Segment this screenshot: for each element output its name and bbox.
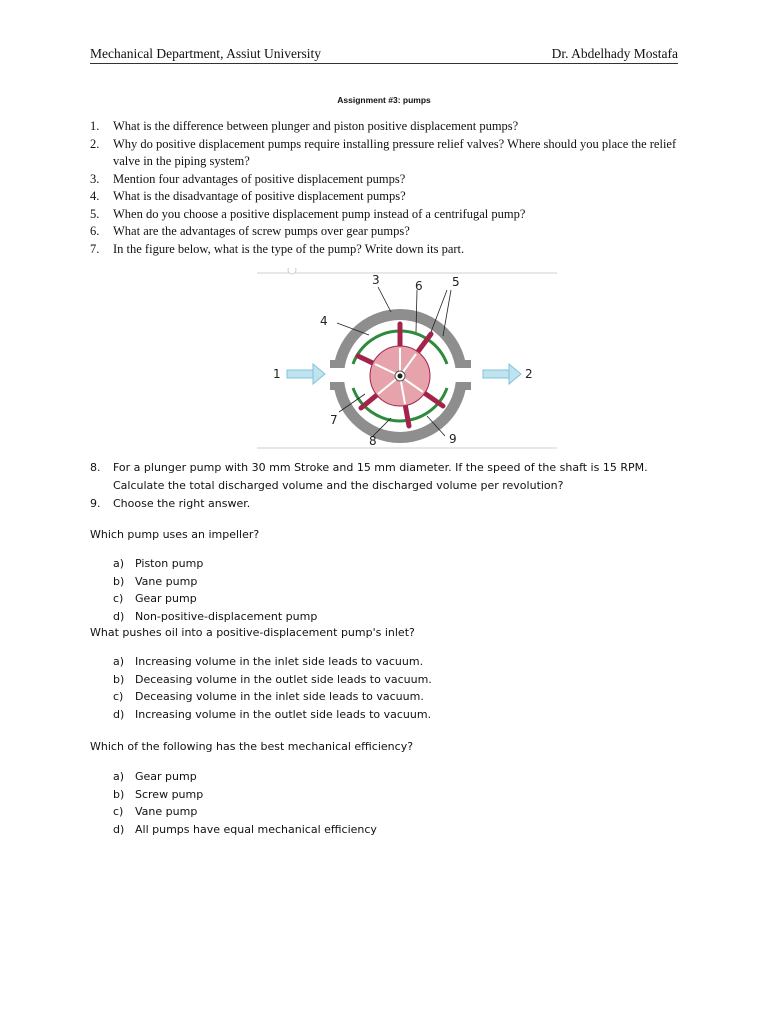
question-text: Mention four advantages of positive displacement pumps? (113, 171, 406, 186)
mcq-option (90, 821, 690, 839)
option-text: Increasing volume in the outlet side leads to vacuum. (135, 707, 432, 721)
question-item (90, 495, 690, 513)
option-label: b) (113, 787, 125, 801)
question-item (90, 188, 690, 206)
mcq-option (90, 803, 690, 821)
question-item (90, 459, 690, 495)
mcq-option (90, 608, 690, 626)
shaft-center (398, 374, 403, 379)
mcq-options (90, 555, 690, 625)
question-text: Why do positive displacement pumps require installing pressure relief valves? Where should you place the relief valve in the piping system? (113, 136, 677, 168)
question-item (90, 206, 690, 224)
option-label: b) (113, 672, 125, 686)
question-text: What is the disadvantage of positive displacement pumps? (113, 189, 406, 203)
question-number: 1. (90, 119, 100, 133)
mcq-efficiency (90, 739, 690, 838)
question-text: In the figure below, what is the type of the pump? Write down its part. (113, 241, 465, 256)
option-text: Deceasing volume in the outlet side leads to vacuum. (135, 672, 432, 686)
question-list-2 (90, 459, 690, 513)
inlet-arrow (287, 364, 325, 384)
mcq-options (90, 768, 690, 838)
option-text: Gear pump (135, 592, 197, 605)
question-text: Choose the right answer. (113, 497, 251, 510)
option-text: Vane pump (135, 574, 198, 588)
part-label-5: 5 (452, 275, 460, 289)
question-list (90, 118, 690, 258)
mcq-option (90, 590, 690, 608)
option-label: c) (113, 690, 124, 703)
question-number: 5. (90, 206, 100, 221)
option-label: d) (113, 707, 125, 721)
part-label-1: 1 (273, 367, 281, 381)
part-label-2: 2 (525, 367, 533, 381)
question-number: 6. (90, 224, 100, 238)
question-item (90, 241, 690, 259)
option-text: Vane pump (135, 805, 198, 818)
question-text: When do you choose a positive displacement pump instead of a centrifugal pump? (113, 206, 526, 221)
outlet-arrow (483, 364, 521, 384)
question-item (90, 118, 690, 136)
option-label: d) (113, 609, 125, 623)
option-label: c) (113, 592, 124, 605)
part-label-7: 7 (330, 413, 338, 427)
option-text: Piston pump (135, 557, 204, 570)
mcq-question: Which pump uses an impeller? (90, 528, 260, 541)
question-item (90, 223, 690, 241)
option-text: Gear pump (135, 770, 197, 783)
mcq-option (90, 573, 690, 591)
option-text: Increasing volume in the inlet side leads to vacuum. (135, 655, 424, 668)
question-number: 3. (90, 171, 100, 186)
option-text: Screw pump (135, 787, 204, 801)
part-label-3: 3 (372, 273, 380, 287)
mcq-option (90, 671, 690, 689)
vane-pump-figure (257, 268, 557, 450)
mcq-options (90, 653, 690, 723)
option-text: Non-positive-displacement pump (135, 609, 318, 623)
part-label-8: 8 (369, 434, 377, 448)
mcq-question: Which of the following has the best mechanical efficiency? (90, 740, 414, 753)
option-label: d) (113, 822, 125, 836)
mcq-option (90, 768, 690, 786)
option-label: a) (113, 655, 125, 668)
option-label: c) (113, 805, 124, 818)
mcq-inlet (90, 625, 690, 723)
question-number: 4. (90, 189, 100, 203)
mcq-impeller (90, 527, 690, 625)
option-label: b) (113, 574, 125, 588)
part-label-4: 4 (320, 314, 328, 328)
mcq-question: What pushes oil into a positive-displacement pump's inlet? (90, 626, 415, 639)
mcq-option (90, 786, 690, 804)
mcq-option (90, 688, 690, 706)
question-number: 8. (90, 461, 101, 474)
option-text: Deceasing volume in the inlet side leads to vacuum. (135, 690, 424, 703)
part-label-6: 6 (415, 279, 423, 293)
question-text: What is the difference between plunger and piston positive displacement pumps? (113, 119, 519, 133)
option-label: a) (113, 770, 125, 783)
question-item (90, 171, 690, 189)
assignment-title: Assignment #3: pumps (337, 95, 431, 105)
question-text: For a plunger pump with 30 mm Stroke and 15 mm diameter. If the speed of the shaft is 15 RPM. Calculate the total discharged volume and the discharged volume per revolution? (113, 461, 648, 492)
question-number: 9. (90, 497, 101, 510)
mcq-option (90, 653, 690, 671)
question-number: 2. (90, 136, 100, 151)
question-number: 7. (90, 241, 100, 256)
question-item (90, 136, 690, 171)
mcq-option (90, 706, 690, 724)
header-department: Mechanical Department, Assiut University (90, 46, 321, 61)
page-header (90, 46, 678, 66)
figure-handle (288, 268, 296, 274)
question-text: What are the advantages of screw pumps over gear pumps? (113, 224, 410, 238)
part-label-9: 9 (449, 432, 457, 446)
header-author: Dr. Abdelhady Mostafa (551, 46, 678, 61)
header-rule (90, 63, 678, 64)
option-label: a) (113, 557, 125, 570)
mcq-option (90, 555, 690, 573)
option-text: All pumps have equal mechanical efficiency (135, 822, 377, 836)
